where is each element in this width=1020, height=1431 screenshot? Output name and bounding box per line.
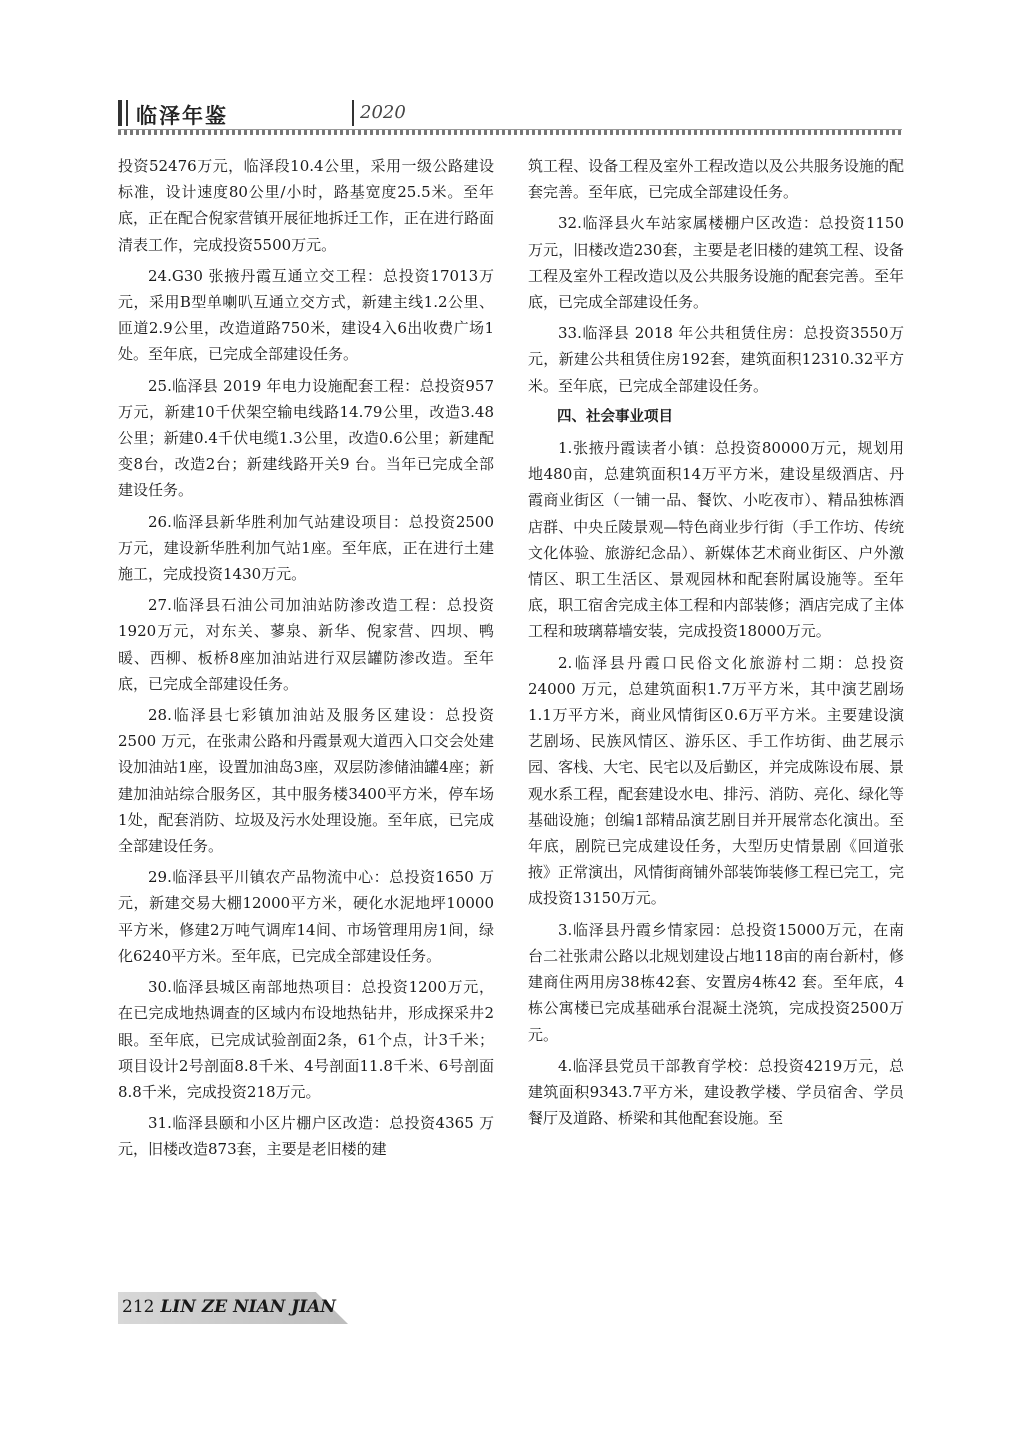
- paragraph: 33.临泽县 2018 年公共租赁住房：总投资3550万元，新建公共租赁住房192套，建筑面积12310.32平方米。至年底，已完成全部建设任务。: [528, 324, 904, 395]
- paragraph: 3.临泽县丹霞乡情家园：总投资15000万元，在南台二社张肃公路以北规划建设占地118亩的南台新村，修建商住两用房38栋42套、安置房4栋42 套。至年底，4栋公寓楼已完成基础承台混凝土浇筑，完成投资2500万元。: [528, 920, 904, 1044]
- yearbook-title: 临泽年鉴: [136, 104, 228, 128]
- left-column: [118, 153, 494, 1168]
- header-bar: [352, 100, 354, 126]
- yearbook-year: 2020: [360, 102, 406, 123]
- paragraph: 筑工程、设备工程及室外工程改造以及公共服务设施的配套完善。至年底，已完成全部建设任务。: [528, 157, 904, 202]
- paragraph: 2.临泽县丹霞口民俗文化旅游村二期：总投资24000 万元，总建筑面积1.7万平方米，其中演艺剧场1.1万平方米，商业风情街区0.6万平方米。主要建设演艺剧场、民族风情区、游乐区、手工作坊街、曲艺展示园、客栈、大宅、民宅以及后勤区，并完成陈设布展、景观水系工程，配套建设水电、排污、消防、亮化、绿化等基础设施；创编1部精品演艺剧目并开展常态化演出。至年底，剧院已完成建设任务，大型历史情景剧《回道张掖》正常演出，风情街商铺外部装饰装修工程已完工，完成投资13150万元。: [528, 653, 904, 908]
- paragraph: 1.张掖丹霞读者小镇：总投资80000万元，规划用地480亩，总建筑面积14万平方米，建设星级酒店、丹霞商业街区（一铺一品、餐饮、小吃夜市）、精品独栋酒店群、中央丘陵景观—特色商业步行街（手工作坊、传统文化体验、旅游纪念品）、新媒体艺术商业街区、户外激情区、职工生活区、景观园林和配套附属设施等。至年底，职工宿舍完成主体工程和内部装修；酒店完成了主体工程和玻璃幕墙安装，完成投资18000万元。: [528, 439, 904, 641]
- footer-label: LIN ZE NIAN JIAN: [160, 1297, 336, 1317]
- paragraph: 投资52476万元，临泽段10.4公里，采用一级公路建设标准，设计速度80公里/小时，路基宽度25.5米。至年底，正在配合倪家营镇开展征地拆迁工作，正在进行路面清表工作，完成投资5500万元。: [118, 157, 494, 254]
- paragraph: 27.临泽县石油公司加油站防渗改造工程：总投资1920万元，对东关、蓼泉、新华、倪家营、四坝、鸭暖、西柳、板桥8座加油站进行双层罐防渗改造。至年底，已完成全部建设任务。: [118, 596, 494, 693]
- paragraph: 32.临泽县火车站家属楼棚户区改造：总投资1150 万元，旧楼改造230套，主要是老旧楼的建筑工程、设备工程及室外工程改造以及公共服务设施的配套完善。至年底，已完成全部建设任务。: [528, 214, 904, 312]
- paragraph: 26.临泽县新华胜利加气站建设项目：总投资2500 万元，建设新华胜利加气站1座。至年底，正在进行土建施工，完成投资1430万元。: [118, 512, 494, 584]
- page-number: 212: [122, 1297, 155, 1317]
- right-column: [528, 153, 904, 1136]
- header-bar: [118, 100, 122, 126]
- header-rule: [118, 129, 902, 135]
- paragraph: 29.临泽县平川镇农产品物流中心：总投资1650 万元，新建交易大棚12000平方米，硬化水泥地坪10000平方米，修建2万吨气调库14间、市场管理用房1间，绿化6240平方米。至年底，已完成全部建设任务。: [118, 868, 494, 965]
- paragraph: 4.临泽县党员干部教育学校：总投资4219万元，总建筑面积9343.7平方米，建设教学楼、学员宿舍、学员餐厅及道路、桥梁和其他配套设施。至: [528, 1056, 904, 1128]
- section-heading: 四、社会事业项目: [557, 408, 673, 425]
- page-header: [118, 98, 902, 134]
- header-bar: [126, 100, 128, 126]
- paragraph: 30.临泽县城区南部地热项目：总投资1200万元，在已完成地热调查的区域内布设地热钻井，形成探采井2眼。至年底，已完成试验剖面2条，61个点，计3千米；项目设计2号剖面8.8千米、4号剖面11.8千米、6号剖面8.8千米，完成投资218万元。: [118, 978, 494, 1101]
- paragraph: 24.G30 张掖丹霞互通立交工程：总投资17013万元，采用B型单喇叭互通立交方式，新建主线1.2公里、匝道2.9公里，改造道路750米，建设4入6出收费广场1处。至年底，已完成全部建设任务。: [118, 266, 494, 364]
- footer-text: [122, 1297, 336, 1317]
- paragraph: 31.临泽县颐和小区片棚户区改造：总投资4365 万元，旧楼改造873套，主要是老旧楼的建: [118, 1114, 494, 1159]
- paragraph: 28.临泽县七彩镇加油站及服务区建设：总投资2500 万元，在张肃公路和丹霞景观大道西入口交会处建设加油站1座，设置加油岛3座，双层防渗储油罐4座；新建加油站综合服务区，其中服务楼3400平方米，停车场1处，配套消防、垃圾及污水处理设施。至年底，已完成全部建设任务。: [118, 706, 494, 856]
- page-footer: [118, 1292, 378, 1324]
- paragraph: 25.临泽县 2019 年电力设施配套工程：总投资957 万元，新建10千伏架空输电线路14.79公里，改造3.48公里；新建0.4千伏电缆1.3公里，改造0.6公里；新建配变8台，改造2台；新建线路开关9 台。当年已完成全部建设任务。: [118, 376, 494, 500]
